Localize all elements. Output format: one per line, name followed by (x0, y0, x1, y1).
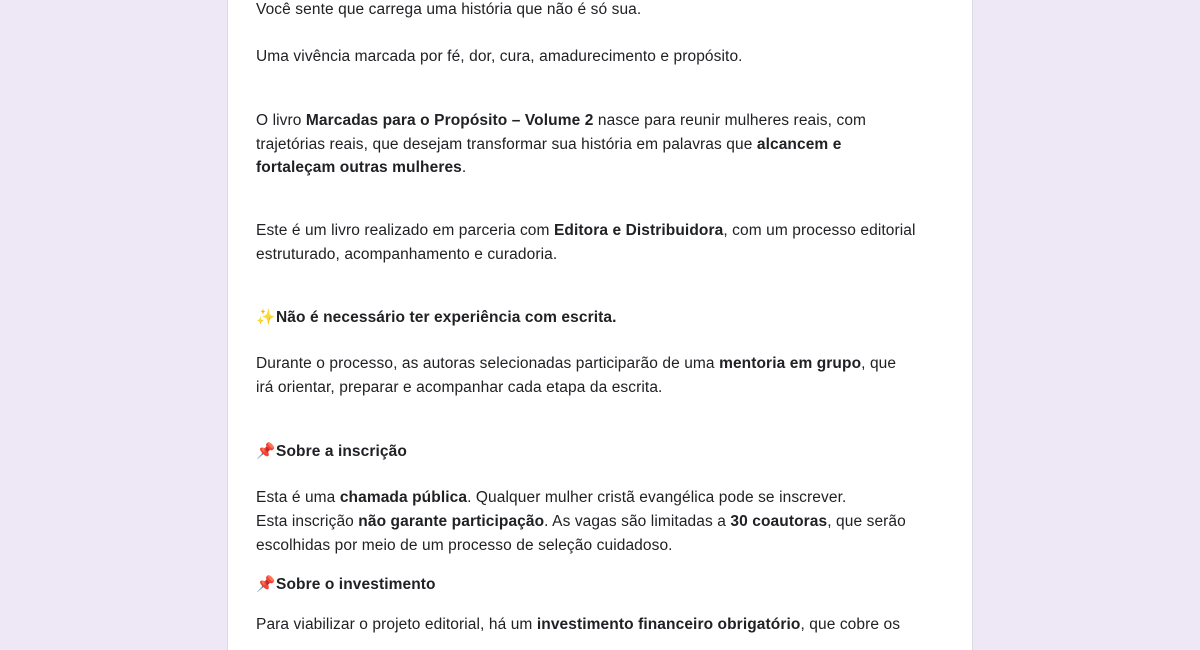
bold-text: alcancem e (756, 136, 842, 153)
text-run: nasce para reunir mulheres reais, com (593, 112, 867, 129)
text-run: Uma vivência marcada por fé, dor, cura, amadurecimento e propósito. (256, 48, 743, 65)
bold-text: Não é necessário ter experiência com escrita. (276, 309, 617, 326)
bold-text: chamada pública (339, 489, 468, 506)
description-line (256, 243, 557, 267)
text-run: trajetórias reais, que desejam transformar sua história em palavras que (256, 136, 757, 153)
description-line (256, 156, 466, 180)
bold-text: não garante participação (358, 513, 545, 530)
description-line (256, 352, 896, 376)
pushpin-icon: 📌 (256, 442, 276, 460)
description-line (256, 109, 866, 133)
text-run: . Qualquer mulher cristã evangélica pode se inscrever. (467, 489, 847, 506)
text-run: Esta inscrição (256, 513, 359, 530)
text-run: Você sente que carrega uma história que não é só sua. (256, 1, 642, 18)
bold-text: Sobre a inscrição (276, 443, 407, 460)
text-run: Esta é uma (256, 489, 340, 506)
text-run: Durante o processo, as autoras selecionadas participarão de uma (256, 355, 720, 372)
description-heading (256, 572, 436, 597)
description-line (256, 510, 906, 534)
text-run: . As vagas são limitadas a (544, 513, 731, 530)
text-run: Para viabilizar o projeto editorial, há um (256, 616, 537, 633)
bold-text: mentoria em grupo (719, 355, 862, 372)
sparkles-icon: ✨ (256, 308, 276, 326)
text-run: . (461, 159, 467, 176)
description-line (256, 486, 846, 510)
text-run: irá orientar, preparar e acompanhar cada etapa da escrita. (256, 379, 663, 396)
bold-text: investimento financeiro obrigatório (536, 616, 801, 633)
description-heading (256, 439, 407, 464)
bold-text: Marcadas para o Propósito – Volume 2 (305, 112, 594, 129)
form-description-card (227, 0, 973, 650)
bold-text: Sobre o investimento (276, 576, 436, 593)
description-line (256, 219, 916, 243)
text-run: , que cobre os (800, 616, 901, 633)
bold-text: fortaleçam outras mulheres (256, 159, 462, 176)
description-line (256, 133, 841, 157)
text-run: escolhidas por meio de um processo de seleção cuidadoso. (256, 537, 673, 554)
text-run: , com um processo editorial (723, 222, 916, 239)
description-line (256, 45, 743, 69)
description-line (256, 534, 673, 558)
text-run: , que serão (827, 513, 906, 530)
text-run: estruturado, acompanhamento e curadoria. (256, 246, 558, 263)
description-line (256, 613, 900, 637)
text-run: , que (861, 355, 897, 372)
description-heading (256, 305, 617, 330)
text-run: O livro (256, 112, 306, 129)
bold-text: 30 coautoras (730, 513, 828, 530)
description-line (256, 0, 641, 22)
description-line (256, 376, 662, 400)
bold-text: Editora e Distribuidora (553, 222, 724, 239)
pushpin-icon: 📌 (256, 575, 276, 593)
text-run: Este é um livro realizado em parceria com (256, 222, 554, 239)
